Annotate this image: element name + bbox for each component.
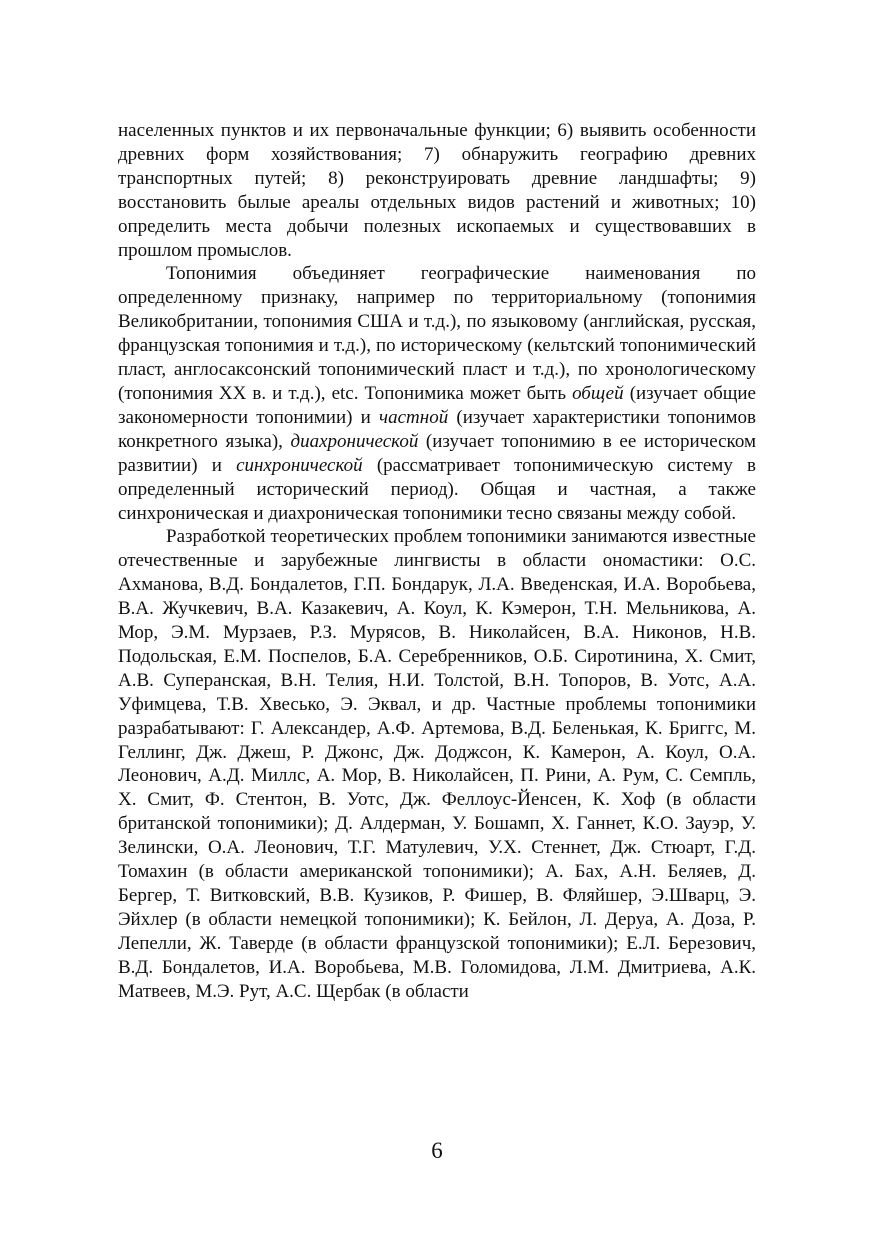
term-diachronic: диахронической	[290, 430, 419, 452]
paragraph-toponymy-part4: (изучает топонимию в ее историческом развитии) и	[118, 430, 756, 476]
term-particular: частной	[379, 406, 449, 428]
paragraph-toponymy-part2: (изучает общие закономерности топонимии) и	[118, 382, 756, 428]
paragraph-toponymy	[118, 262, 756, 525]
page-body	[118, 119, 756, 1004]
term-general: общей	[572, 382, 624, 404]
term-synchronic: синхронической	[236, 454, 363, 476]
page-number: 6	[431, 1138, 443, 1163]
paragraph-toponymy-part3: (изучает характеристики топонимов конкретного языка),	[118, 406, 756, 452]
paragraph-researchers: Разработкой теоретических проблем топонимики занимаются известные отечественные и зарубежные лингвисты в области ономастики: О.С. Ахманова, В.Д. Бондалетов, Г.П. Бондарук, Л.А. Введенская, И.А. Воробьева, В.А. Жучкевич, В.А. Казакевич, А. Коул, К. Кэмерон, Т.Н. Мельникова, А. Мор, Э.М. Мурзаев, Р.З. Мурясов, В. Николайсен, В.А. Никонов, Н.В. Подольская, Е.М. Поспелов, Б.А. Серебренников, О.Б. Сиротинина, Х. Смит, А.В. Суперанская, В.Н. Телия, Н.И. Толстой, В.Н. Топоров, В. Уотс, А.А. Уфимцева, Т.В. Хвесько, Э. Эквал, и др. Частные проблемы топонимики разрабатывают: Г. Александер, А.Ф. Артемова, В.Д. Беленькая, К. Бриггс, М. Геллинг, Дж. Джеш, Р. Джонс, Дж. Доджсон, К. Камерон, А. Коул, О.А. Леонович, А.Д. Миллс, А. Мор, В. Николайсен, П. Рини, А. Рум, С. Семпль, Х. Смит, Ф. Стентон, В. Уотс, Дж. Феллоус-Йенсен, К. Хоф (в области британской топонимики); Д. Алдерман, У. Бошамп, Х. Ганнет, К.О. Зауэр, У. Зелински, О.А. Леонович, Т.Г. Матулевич, У.Х. Стеннет, Дж. Стюарт, Г.Д. Томахин (в области американской топонимики); А. Бах, А.Н. Беляев, Д. Бергер, Т. Витковский, В.В. Кузиков, Р. Фишер, В. Фляйшер, Э.Шварц, Э. Эйхлер (в области немецкой топонимики); К. Бейлон, Л. Деруа, А. Доза, Р. Лепелли, Ж. Таверде (в области французской топонимики); Е.Л. Березович, В.Д. Бондалетов, И.А. Воробьева, М.В. Голомидова, Л.М. Дмитриева, А.К. Матвеев, М.Э. Рут, А.С. Щербак (в области	[118, 526, 756, 1002]
paragraph-continuation: населенных пунктов и их первоначальные функции; 6) выявить особенности древних форм хозяйствования; 7) обнаружить географию древних транспортных путей; 8) реконструировать древние ландшафты; 9) восстановить былые ареалы отдельных видов растений и животных; 10) определить места добычи полезных ископаемых и существовавших в прошлом промыслов.	[118, 120, 756, 261]
paragraph-toponymy-part5: (рассматривает топонимическую систему в определенный исторический период). Общая и частная, а также синхроническая и диахроническая топонимики тесно связаны между собой.	[118, 454, 756, 524]
paragraph-toponymy-part1: Топонимия объединяет географические наименования по определенному признаку, например по территориальному (топонимия Великобритании, топонимия США и т.д.), по языковому (английская, русская, французская топонимия и т.д.), по историческому (кельтский топонимический пласт, англосаксонский топонимический пласт и т.д.), по хронологическому (топонимия XX в. и т.д.), etc. Топонимика может быть	[118, 263, 756, 404]
